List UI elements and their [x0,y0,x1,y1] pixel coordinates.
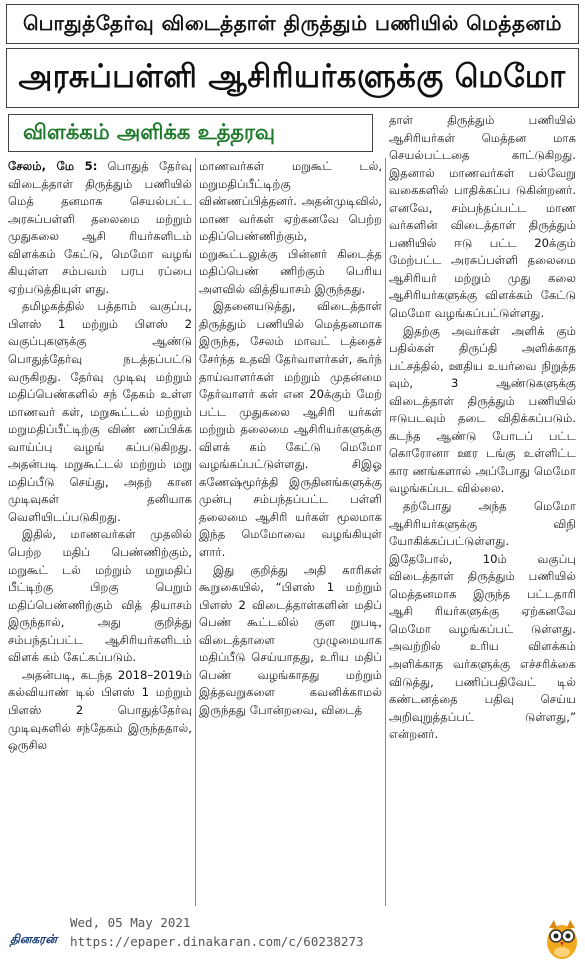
article-paragraph: இதில், மாணவர்கள் முதலில் பெற்ற மதிப் பெண்ணிற்கும், மறுகூட் டல் மற்றும் மறுமதிப் பீட்டிற்கு பிறகு பெறும் மதிப்பெண்ணிற்கும் வித் தியாசம் இருந்தால், அது குறித்து சம்பந்தப்பட்ட ஆசிரியர்களிடம் விளக் கம் கேட்கப்படும். [8,527,192,665]
article-paragraph: இது குறித்து அதி காரிகள் கூறுகையில், “பிளஸ் 1 மற்றும் பிளஸ் 2 விடைத்தாள்களின் மதிப் பெண் கூட்டலில் குள றுபடி, விடைத்தாளை முழுமையாக மதிப்பீடு செய்யாதது, உரிய மதிப் பெண் வழங்காதது மற்றும் இத்தவறுகளை கவனிக்காமல் இருந்தது போன்றவை, விடைத் [199,562,382,717]
article-headline [6,48,579,108]
article-subheadline [8,114,373,152]
article-paragraph: மாணவர்கள் மறுகூட் டல், மறுமதிப்பீட்டிற்கு விண்ணப்பித்தனர். அதன்முடிவில், மாண வர்கள் ஏற்கனவே பெற்ற மதிப்பெண்ணிற்கும், மறுகூட்டலுக்கு பின்னர் கிடைத்த மதிப்பெண் ணிற்கும் பெரிய அளவில் வித்தியாசம் இருந்தது. [199,159,382,296]
article-dateline: சேலம், மே 5: [8,159,98,173]
article-paragraph [8,158,192,298]
article-paragraph: இதனையடுத்து, விடைத்தாள் திருத்தும் பணியில் மெத்தனமாக இருந்த, சேலம் மாவட் டத்தைச் சேர்ந்த உதவி தேர்வாளர்கள், கூர்ந் தாய்வாளர்கள் மற்றும் முதன்மை தேர்வாளர் கள் என 20க்கும் மேற் பட்ட முதுகலை ஆசிரி யர்கள் மற்றும் தலைமை ஆசிரியர்களுக்கு விளக் கம் கேட்டு மெமோ வழங்கப்பட்டுள்ளது. சிஇஓ கணேஷ்மூர்த்தி இருதினங்களுக்கு முன்பு சம்பந்தப்பட்ட பள்ளி தலைமை ஆசிரி யர்கள் மூலமாக இந்த மெமோவை வழங்கியுள் ளார். [199,299,382,560]
article-kicker [6,4,579,44]
article-paragraph: தமிழகத்தில் பத்தாம் வகுப்பு, பிளஸ் 1 மற்றும் பிளஸ் 2 வகுப்புகளுக்கு ஆண்டு பொதுத்தேர்வு நடத்தப்பட்டு வருகிறது. தேர்வு முடிவு மற்றும் மதிப்பெண்களில் சந் தேகம் உள்ள மாணவர் கள், மறுகூட்டல் மற்றும் மறுமதிப்பீட்டிற்கு விண் ணப்பிக்க வாய்ப்பு வழங் கப்படுகிறது. அதன்படி மறுகூட்டல் மற்றும் மறு மதிப்பீடு செய்து, அதற் கான முடிவுகள் தனியாக வெளியிடப்படுகிறது. [8,299,192,524]
article-paragraph: தாள் திருத்தும் பணியில் ஆசிரியர்கள் மெத்தன மாக செயல்பட்டதை காட்டுகிறது. இதனால் மாணவர்கள் பல்வேறு வகைகளில் பாதிக்கப்ப டுகின்றனர். எனவே, சம்பந்தப்பட்ட மாண வர்களின் விடைத்தாள் திருத்தும் பணியில் ஈடு பட்ட 20க்கும் மேற்பட்ட அரசுப்பள்ளி தலைமை ஆசிரியர் மற்றும் முது கலை ஆசிரியர்களுக்கு விளக்கம் கேட்டு மெமோ வழங்கப்பட்டுள்ளது. [389,113,576,321]
article-paragraph: தற்போது அந்த மெமோ ஆசிரியர்களுக்கு விநி யோகிக்கப்பட்டுள்ளது. இதேபோல், 10ம் வகுப்பு விடைத்தாள் திருத்தும் பணியில் மெத்தனமாக இருந்த பட்டதாரி ஆசி ரியர்களுக்கு ஏற்கனவே மெமோ வழங்கப்பட் டுள்ளது. அவற்றில் உரிய விளக்கம் அளிக்காத வர்களுக்கு எச்சரிக்கை விடுத்து, பணிப்பதிவேட் டில் கண்டனத்தை பதிவு செய்ய அறிவுறுத்தப்பட் டுள்ளது,” என்றனர். [389,499,576,742]
article-paragraph-text: பொதுத் தேர்வு விடைத்தாள் திருத்தும் பணியில் மெத் தனமாக செயல்பட்ட அரசுப்பள்ளி தலைமை மற்றும் முதுகலை ஆசி ரியர்களிடம் விளக்கம் கேட்டு, மெமோ வழங் கியுள்ள சம்பவம் பரப ரப்பை ஏற்படுத்தியுள் ளது. [8,159,192,296]
dinakaran-logo: தினகரன் [10,932,57,946]
owl-icon [545,916,579,960]
column-divider [195,158,196,906]
article-column-2 [199,158,382,720]
heading-text: விளக்கம் அளிக்க உத்தரவு [23,119,275,144]
heading-text: அரசுப்பள்ளி ஆசிரியர்களுக்கு மெமோ [18,57,567,95]
article-column-3 [389,112,576,744]
edition-date: Wed, 05 May 2021 [70,915,191,930]
page-footer [0,912,585,964]
heading-text: பொதுத்தேர்வு விடைத்தாள் திருத்தும் பணியில் மெத்தனம் [23,10,562,35]
article-paragraph: அதன்படி, கடந்த 2018–2019ம் கல்வியாண் டில் பிளஸ் 1 மற்றும் பிளஸ் 2 பொதுத்தேர்வு முடிவுகளில் சந்தேகம் இருந்ததால், ஒருசில [8,667,192,753]
article-url-link[interactable]: https://epaper.dinakaran.com/c/60238273 [70,934,364,949]
article-column-1 [8,158,192,755]
column-divider [385,158,386,906]
article-paragraph: இதற்கு அவர்கள் அளிக் கும் பதில்கள் திருப்தி அளிக்காத பட்சத்தில், ஊதிய உயர்வை நிறுத்த வும், 3 ஆண்டுகளுக்கு விடைத்தாள் திருத்தும் பணியில் ஈடுபடவும் தடை விதிக்கப்படும். கடந்த ஆண்டு போடப் பட்ட கொரோனா ஊர டங்கு உள்ளிட்ட கார ணங்களால் அப்போது மெமோ வழங்கப்பட வில்லை. [389,323,576,496]
